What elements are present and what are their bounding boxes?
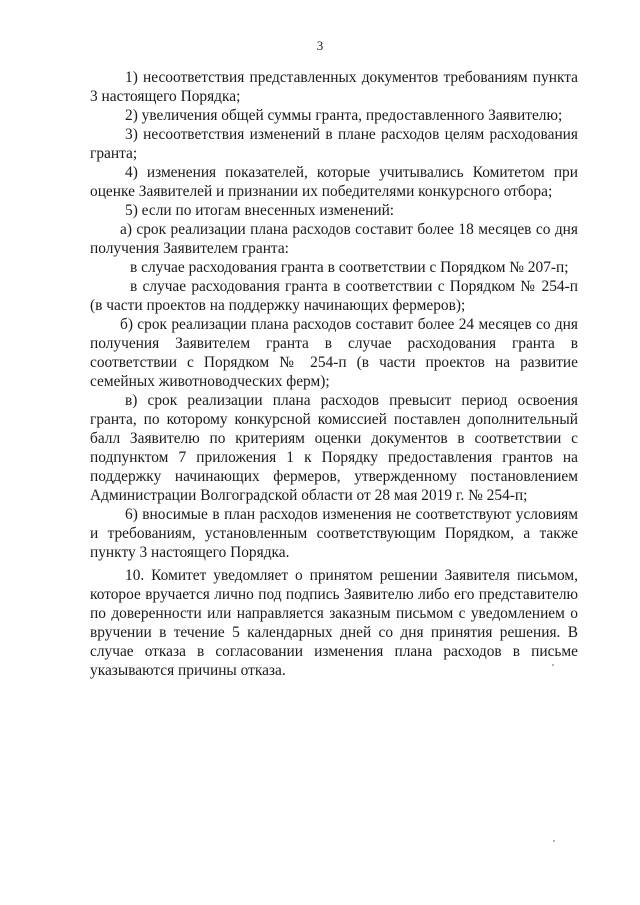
paragraph-item-6: 6) вносимые в план расходов изменения не соответствуют условиям и требованиям, установленным соответствующим Порядком, а также пункту 3 настоящего Порядка. (90, 506, 578, 561)
paragraph-item-1: 1) несоответствия представленных документов требованиям пункта 3 настоящего Порядка; (90, 69, 578, 105)
paragraph-item-4: 4) изменения показателей, которые учитывались Комитетом при оценке Заявителей и признании их победителями конкурсного отбора; (90, 164, 578, 200)
paragraph-subitem-b: б) срок реализации плана расходов составит более 24 месяцев со дня получения Заявителем гранта в случае расходования гранта в соответствии с Порядком № 254-п (в части проектов на развитие семейных животноводческих ферм); (90, 316, 578, 390)
page-number: 3 (316, 38, 324, 53)
document-body (90, 68, 578, 680)
scan-speck (553, 840, 555, 842)
paragraph-section-10: 10. Комитет уведомляет о принятом решении Заявителя письмом, которое вручается лично под подпись Заявителю либо его представителю по доверенности или направляется заказным письмом с уведомлением о вручении в течение 5 календарных дней со дня принятия решения. В случае отказа в согласовании изменения плана расходов в письме указываются причины отказа. (90, 567, 578, 679)
paragraph-subitem-v: в) срок реализации плана расходов превысит период освоения гранта, по которому конкурсной комиссией поставлен дополнительный балл Заявителю по критериям оценки документов в соответствии с подпунктом 7 приложения 1 к Порядку предоставления грантов на поддержку начинающих фермеров, утвержденному постановлением Администрации Волгоградской области от 28 мая 2019 г. № 254-п; (90, 392, 578, 504)
paragraph-case-254: в случае расходования гранта в соответствии с Порядком № 254-п (в части проектов на поддержку начинающих фермеров); (90, 278, 578, 314)
scan-speck (552, 664, 554, 666)
paragraph-subitem-a: а) срок реализации плана расходов составит более 18 месяцев со дня получения Заявителем гранта: (90, 221, 578, 257)
paragraph-case-207: в случае расходования гранта в соответствии с Порядком № 207-п; (130, 259, 569, 276)
paragraph-item-2: 2) увеличения общей суммы гранта, предоставленного Заявителю; (125, 107, 563, 124)
paragraph-item-5: 5) если по итогам внесенных изменений: (125, 202, 395, 219)
paragraph-item-3: 3) несоответствия изменений в плане расходов целям расходования гранта; (90, 126, 578, 162)
